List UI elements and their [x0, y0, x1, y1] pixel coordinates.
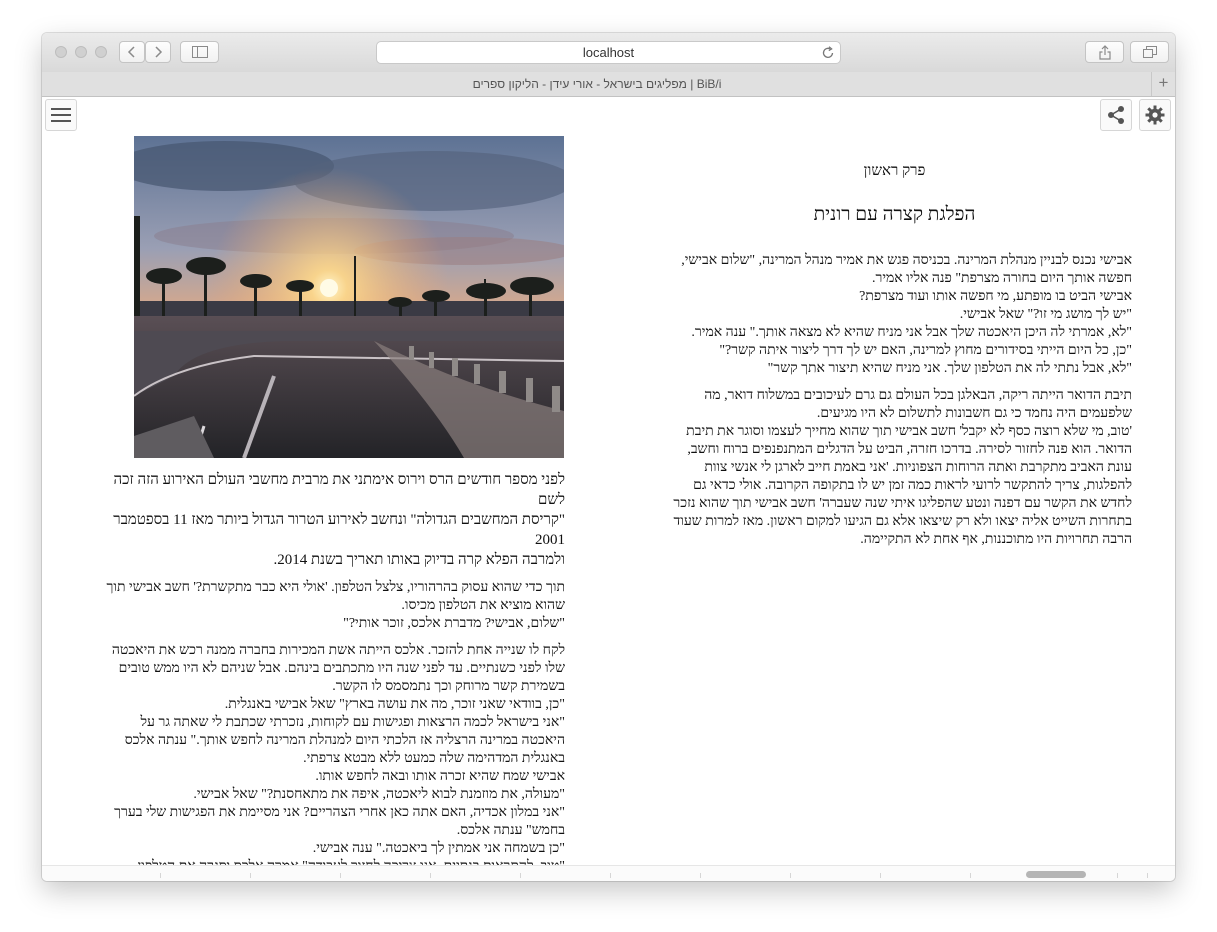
- paragraph: אבישי נכנס לבניין מנהלת המרינה. בכניסה פגש את אמיר מנהל המרינה, "שלום אבישי, חפשה אותך היום בחורה מצרפת" פנה אליו אמיר. אבישי הביט בו מופתע, מי חפשה אותו ועוד מצרפת? "יש לך מושג מי זו?" שאל אבישי. "לא, אמרתי לה היכן היאכטה שלך אבל אני מניח שהיא לא מצאה אותך." ענה אמיר. "כן, כל היום הייתי בסידורים מחוץ למרינה, האם יש לך דרך ליצור איתה קשר?" "לא, אבל נתתי לה את הטלפון שלך. אני מניח שהיא תיצור אתך קשר": [681, 253, 1132, 376]
- page-tick: [250, 873, 251, 878]
- sidebar-icon: [192, 46, 208, 58]
- new-tab-button[interactable]: +: [1151, 72, 1175, 96]
- page-tick: [610, 873, 611, 878]
- sidebar-button[interactable]: [180, 41, 219, 63]
- horizontal-scrollbar[interactable]: [42, 865, 1175, 881]
- page-left: [87, 470, 565, 881]
- settings-button[interactable]: [1139, 99, 1171, 131]
- close-window-button[interactable]: [55, 46, 67, 58]
- reader-toolbar: [42, 97, 1175, 135]
- back-button[interactable]: [119, 41, 145, 63]
- paragraph: תוך כדי שהוא עסוק בהרהוריו, צלצל הטלפון. 'אולי היא כבר מתקשרת?' חשב אבישי תוך שהוא מוציא את הטלפון מכיסו. "שלום, אבישי? מדברת אלכס, זוכר אותי?": [106, 580, 565, 631]
- page-tick: [160, 873, 161, 878]
- forward-button[interactable]: [145, 41, 171, 63]
- gear-icon: [1145, 105, 1165, 125]
- page-right: [657, 134, 1132, 558]
- book-content: [42, 134, 1175, 865]
- page-tick: [340, 873, 341, 878]
- page-tick: [790, 873, 791, 878]
- chevron-left-icon: [127, 46, 137, 58]
- show-tabs-button[interactable]: [1130, 41, 1169, 63]
- paragraph: לפני מספר חודשים הרס וירוס אימתני את מרבית מחשבי העולם האירוע הזה זכה לשם "קריסת המחשבים הגדולה" ונחשב לאירוע הטרור הגדול ביותר מאז 11 בספטמבר 2001 ולמרבה הפלא קרה בדיוק באותו תאריך בשנת 2014.: [113, 472, 565, 568]
- address-text: localhost: [582, 45, 635, 60]
- chapter-label: פרק ראשון: [863, 163, 926, 179]
- page-tick: [700, 873, 701, 878]
- page-tick: [880, 873, 881, 878]
- address-bar[interactable]: [376, 41, 841, 64]
- chapter-title: הפלגת קצרה עם רונית: [813, 204, 976, 225]
- page-tick: [1117, 873, 1118, 878]
- sunset-image: [134, 136, 564, 458]
- page-tick: [520, 873, 521, 878]
- zoom-window-button[interactable]: [95, 46, 107, 58]
- hamburger-menu-icon: [51, 107, 71, 123]
- reader-share-button[interactable]: [1100, 99, 1132, 131]
- reload-icon: [821, 46, 835, 60]
- page-tick: [970, 873, 971, 878]
- tabs-icon: [1143, 46, 1157, 58]
- share-page-button[interactable]: [1085, 41, 1124, 63]
- share-nodes-icon: [1106, 105, 1126, 125]
- minimize-window-button[interactable]: [75, 46, 87, 58]
- browser-window: [42, 33, 1175, 881]
- page-tick: [1147, 873, 1148, 878]
- menu-button[interactable]: [45, 99, 77, 131]
- browser-titlebar: [42, 33, 1175, 73]
- tab-bar: [42, 72, 1175, 97]
- reload-button[interactable]: [821, 45, 835, 66]
- scrollbar-thumb[interactable]: [1026, 871, 1086, 878]
- paragraph: לקח לו שנייה אחת להזכר. אלכס הייתה אשת המכירות בחברה ממנה רכש את היאכטה שלו לפני כשנתיים. עד לפני שנה היו מתכתבים בינהם. אבל שניהם לא היו ממש טובים בשמירת קשר מרוחק וכך נתמסמס לו הקשר. "כן, בוודאי שאני זוכר, מה את עושה בארץ" שאל אבישי באנגלית. "אני בישראל לכמה הרצאות ופגישות עם לקוחות, נזכרתי שכתבת לי שאתה גר על היאכטה במרינה הרצליה אז הלכתי היום למנהלת המרינה לחפש אותך." ענתה אלכס באנגלית המדהימה שלה כמעט ללא מבטא צרפתי. אבישי שמח שהיא זכרה אותו ובאה לחפש אותו. "מעולה, את מוזמנת לבוא ליאכטה, איפה את מתאחסנת?" שאל אבישי. "אני במלון אכדיה, האם אתה כאן אחרי הצהריים? אני מסיימת את הפגישות שלי בערך בחמש" ענתה אלכס. "כן בשמחה אני אמתין לך ביאכטה." ענה אבישי.: [111, 643, 565, 856]
- sunset-photo: [134, 136, 564, 458]
- chevron-right-icon: [153, 46, 163, 58]
- page-tick: [430, 873, 431, 878]
- paragraph: תיבת הדואר הייתה ריקה, הבאלגן בכל העולם גם גרם לעיכובים במשלוח דואר, מה שלפעמים היה נחמד כי גם חשבונות לתשלום לא היו מגיעים. 'טוב, מי שלא רוצה כסף לא יקבל' חשב אבישי תוך שהוא מחייך לעצמו וסוגר את תיבת הדואר. הוא פנה לחזור לסירה. בדרכו חזרה, הביט על הדגלים המתנפנפים ברוח וחשב, עונת האביב מתקרבת ואתה הרוחות הצפוניות. 'אני באמת חייב לארגן לי אנשי צוות להפלגות, צריך להתקשר לרועי לראות כמה זמן יש לו בתקופה הקרובה. אולי כדאי גם לחדש את הקשר עם דפנה ונטע שהפליגו איתי שנה שעברה' חשב אבישי תוך שהוא נזכר בתחרות השייט אליה יצאו ולא רק שיצאו אלא גם הגיעו למקום ראשון. מאז למרות שעוד הרבה תחרויות היו מתוכננות, אף אחת לא התקיימה.: [673, 388, 1132, 547]
- active-tab[interactable]: מפליגים בישראל - אורי עידן - הליקון ספרים | BiB/i: [472, 77, 722, 91]
- share-icon: [1099, 45, 1111, 60]
